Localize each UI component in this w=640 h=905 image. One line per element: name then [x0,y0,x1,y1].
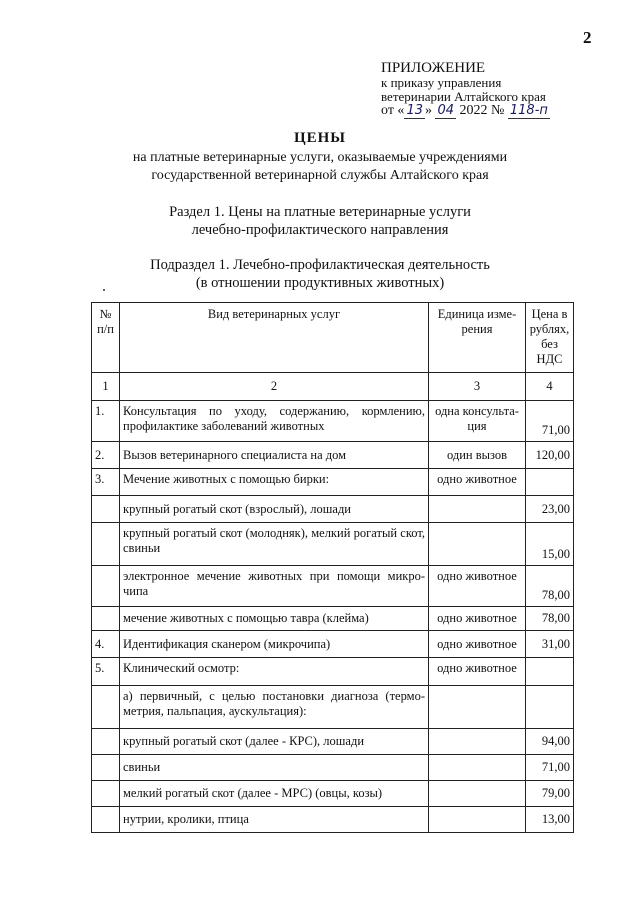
table-row [92,442,574,469]
row-num [92,566,120,607]
row-num: 2. [92,442,120,469]
row-unit: одно животное [429,658,526,686]
row-name: а) первичный, с целью постановки диагноза (термо-метрия, пальпация, аускультация): [120,686,429,729]
table-row [92,807,574,833]
row-unit: одно животное [429,607,526,631]
row-num: 3. [92,469,120,496]
row-price: 15,00 [526,523,574,566]
price-table [91,302,574,833]
row-price [526,469,574,496]
section-heading [0,203,640,239]
table-index-row [92,373,574,401]
row-name: нутрии, кролики, птица [120,807,429,833]
subsection-line-2: (в отношении продуктивных животных) [195,275,445,291]
row-price: 78,00 [526,566,574,607]
header-name: Вид ветеринарных услуг [120,303,429,373]
page-number: 2 [583,28,592,47]
header-num: № п/п [92,303,120,373]
row-unit: один вызов [429,442,526,469]
order-month: 04 [437,103,455,118]
date-prefix: от « [381,103,405,118]
header-price: Цена в рублях, без НДС [526,303,574,373]
row-name: мелкий рогатый скот (далее - МРС) (овцы, козы) [120,781,429,807]
row-unit [429,807,526,833]
row-price: 78,00 [526,607,574,631]
table-row [92,658,574,686]
document-title: ЦЕНЫ [293,130,347,146]
row-name: Клинический осмотр: [120,658,429,686]
table-row [92,469,574,496]
appendix-line-2: ветеринарии Алтайского края [381,89,546,104]
row-num: 1. [92,401,120,442]
appendix-line-1: к приказу управления [381,75,502,90]
row-price: 23,00 [526,496,574,523]
table-row [92,686,574,729]
document-subtitle-1: на платные ветеринарные услуги, оказываемые учреждениями [132,150,508,165]
row-name: крупный рогатый скот (далее - КРС), лошади [120,729,429,755]
row-name: Вызов ветеринарного специалиста на дом [120,442,429,469]
date-mid: » [424,103,432,118]
appendix-title: ПРИЛОЖЕНИЕ [381,60,486,76]
row-num [92,729,120,755]
row-num [92,607,120,631]
row-name: крупный рогатый скот (взрослый), лошади [120,496,429,523]
row-name: Мечение животных с помощью бирки: [120,469,429,496]
row-unit [429,781,526,807]
row-unit: одна консульта-ция [429,401,526,442]
row-num [92,755,120,781]
row-price: 13,00 [526,807,574,833]
index-cell: 2 [120,373,429,401]
subsection-heading [0,256,640,292]
section-line-1: Раздел 1. Цены на платные ветеринарные услуги [169,204,471,220]
row-name: мечение животных с помощью тавра (клейма) [120,607,429,631]
table-row [92,781,574,807]
row-price: 71,00 [526,755,574,781]
row-num [92,807,120,833]
order-day: 13 [406,103,423,118]
row-price: 120,00 [526,442,574,469]
row-price: 71,00 [526,401,574,442]
row-num [92,686,120,729]
stray-dot [103,289,105,291]
row-num [92,523,120,566]
table-row [92,401,574,442]
row-name: Консультация по уходу, содержанию, кормлению, профилактике заболеваний животных [120,401,429,442]
row-num: 5. [92,658,120,686]
row-price: 94,00 [526,729,574,755]
order-year: 2022 № [459,103,505,118]
row-name: электронное мечение животных при помощи микро-чипа [120,566,429,607]
table-row [92,755,574,781]
table-row [92,523,574,566]
table-row [92,631,574,658]
order-date-line [381,103,621,119]
row-unit [429,686,526,729]
row-unit [429,729,526,755]
order-number: 118-п [509,103,548,118]
row-unit: одно животное [429,566,526,607]
row-num: 4. [92,631,120,658]
row-name: свиньи [120,755,429,781]
document-subtitle-2: государственной ветеринарной службы Алтайского края [151,168,489,183]
table-row [92,607,574,631]
row-price: 31,00 [526,631,574,658]
row-name: крупный рогатый скот (молодняк), мелкий рогатый скот, свиньи [120,523,429,566]
row-unit: одно животное [429,469,526,496]
row-unit [429,755,526,781]
row-price: 79,00 [526,781,574,807]
table-row [92,729,574,755]
header-unit: Единица изме-рения [429,303,526,373]
appendix-block [381,60,621,104]
row-name: Идентификация сканером (микрочипа) [120,631,429,658]
subsection-line-1: Подраздел 1. Лечебно-профилактическая деятельность [150,257,490,273]
row-unit [429,523,526,566]
table-row [92,496,574,523]
row-num [92,781,120,807]
table-header-row [92,303,574,373]
row-price [526,658,574,686]
row-unit: одно животное [429,631,526,658]
index-cell: 4 [526,373,574,401]
section-line-2: лечебно-профилактического направления [191,222,449,238]
index-cell: 3 [429,373,526,401]
row-num [92,496,120,523]
table-row [92,566,574,607]
index-cell: 1 [92,373,120,401]
row-unit [429,496,526,523]
row-price [526,686,574,729]
